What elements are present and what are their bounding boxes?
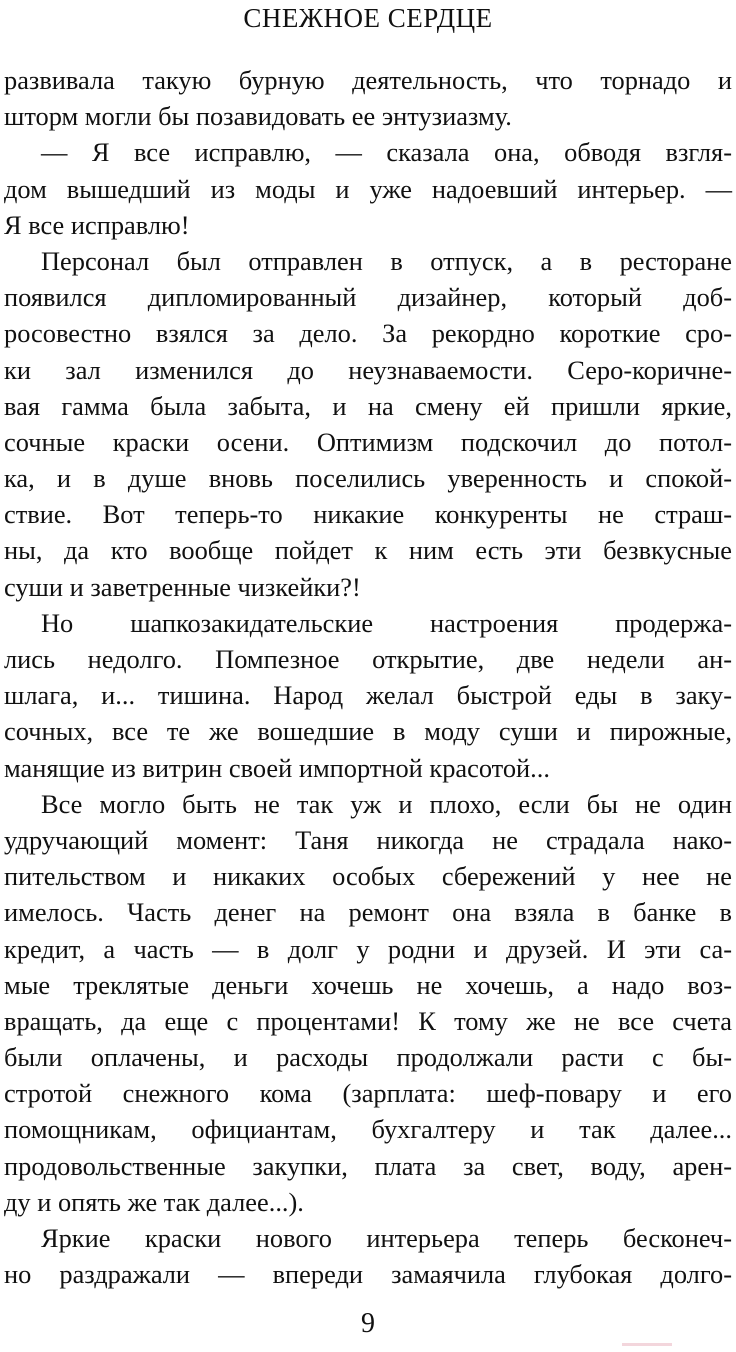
text-line: — Я все исправлю, — сказала она, обводя взгля- <box>41 137 732 168</box>
text-line: росовестно взялся за дело. За рекордно короткие сро- <box>4 318 732 349</box>
body-text <box>4 62 732 1292</box>
text-line: Я все исправлю! <box>4 209 190 240</box>
text-line: манящие из витрин своей импортной красотой... <box>4 752 550 783</box>
text-line: лись недолго. Помпезное открытие, две недели ан- <box>4 644 732 674</box>
text-line: удручающий момент: Таня никогда не страдала нако- <box>4 824 732 855</box>
text-line: вращать, да еще с процентами! К тому же не все счета <box>4 1005 732 1036</box>
text-line: ки зал изменился до неузнаваемости. Серо-коричне- <box>4 354 732 385</box>
text-line: сочных, все те же вошедшие в моду суши и пирожные, <box>4 716 732 747</box>
text-line: появился дипломированный дизайнер, который доб- <box>4 282 732 313</box>
text-line: Персонал был отправлен в отпуск, а в ресторане <box>41 245 732 276</box>
text-line: помощникам, официантам, бухгалтеру и так далее... <box>4 1114 732 1145</box>
text-line: ка, и в душе вновь поселились уверенность и спокой- <box>4 463 732 494</box>
text-line: Все могло быть не так уж и плохо, если бы не один <box>41 788 732 819</box>
text-line: Яркие краски нового интерьера теперь бесконеч- <box>41 1223 732 1253</box>
page-number: 9 <box>361 1308 375 1339</box>
scan-edge-mark <box>622 1343 672 1346</box>
text-line: были оплачены, и расходы продолжали расти с бы- <box>4 1042 732 1073</box>
text-line: пительством и никаких особых сбережений у нее не <box>4 861 732 892</box>
running-head: СНЕЖНОЕ СЕРДЦЕ <box>243 3 493 33</box>
text-line: Но шапкозакидательские настроения продержа- <box>41 607 732 638</box>
text-line: дом вышедший из моды и уже надоевший интерьер. — <box>4 173 732 204</box>
text-line: вая гамма была забыта, и на смену ей пришли яркие, <box>4 390 732 421</box>
text-line: имелось. Часть денег на ремонт она взяла в банке в <box>4 897 732 928</box>
text-line: развивала такую бурную деятельность, что торнадо и <box>4 65 732 95</box>
text-line: суши и заветренные чизкейки?! <box>4 571 361 602</box>
text-line: кредит, а часть — в долг у родни и друзей. И эти са- <box>4 933 732 964</box>
text-line: шлага, и... тишина. Народ желал быстрой еды в заку- <box>4 680 732 711</box>
text-line: ду и опять же так далее...). <box>4 1186 304 1217</box>
text-line: ствие. Вот теперь-то никакие конкуренты не страш- <box>4 499 732 530</box>
text-line: ны, да кто вообще пойдет к ним есть эти безвкусные <box>4 535 732 566</box>
text-line: стротой снежного кома (зарплата: шеф-повару и его <box>4 1078 732 1109</box>
text-line: продовольственные закупки, плата за свет, воду, арен- <box>4 1150 732 1181</box>
text-line: сочные краски осени. Оптимизм подскочил до потол- <box>4 426 732 457</box>
text-line: шторм могли бы позавидовать ее энтузиазму. <box>4 101 512 132</box>
text-line: но раздражали — впереди замаячила глубокая долго- <box>4 1259 732 1290</box>
text-line: мые треклятые деньги хочешь не хочешь, а надо воз- <box>4 969 732 1000</box>
